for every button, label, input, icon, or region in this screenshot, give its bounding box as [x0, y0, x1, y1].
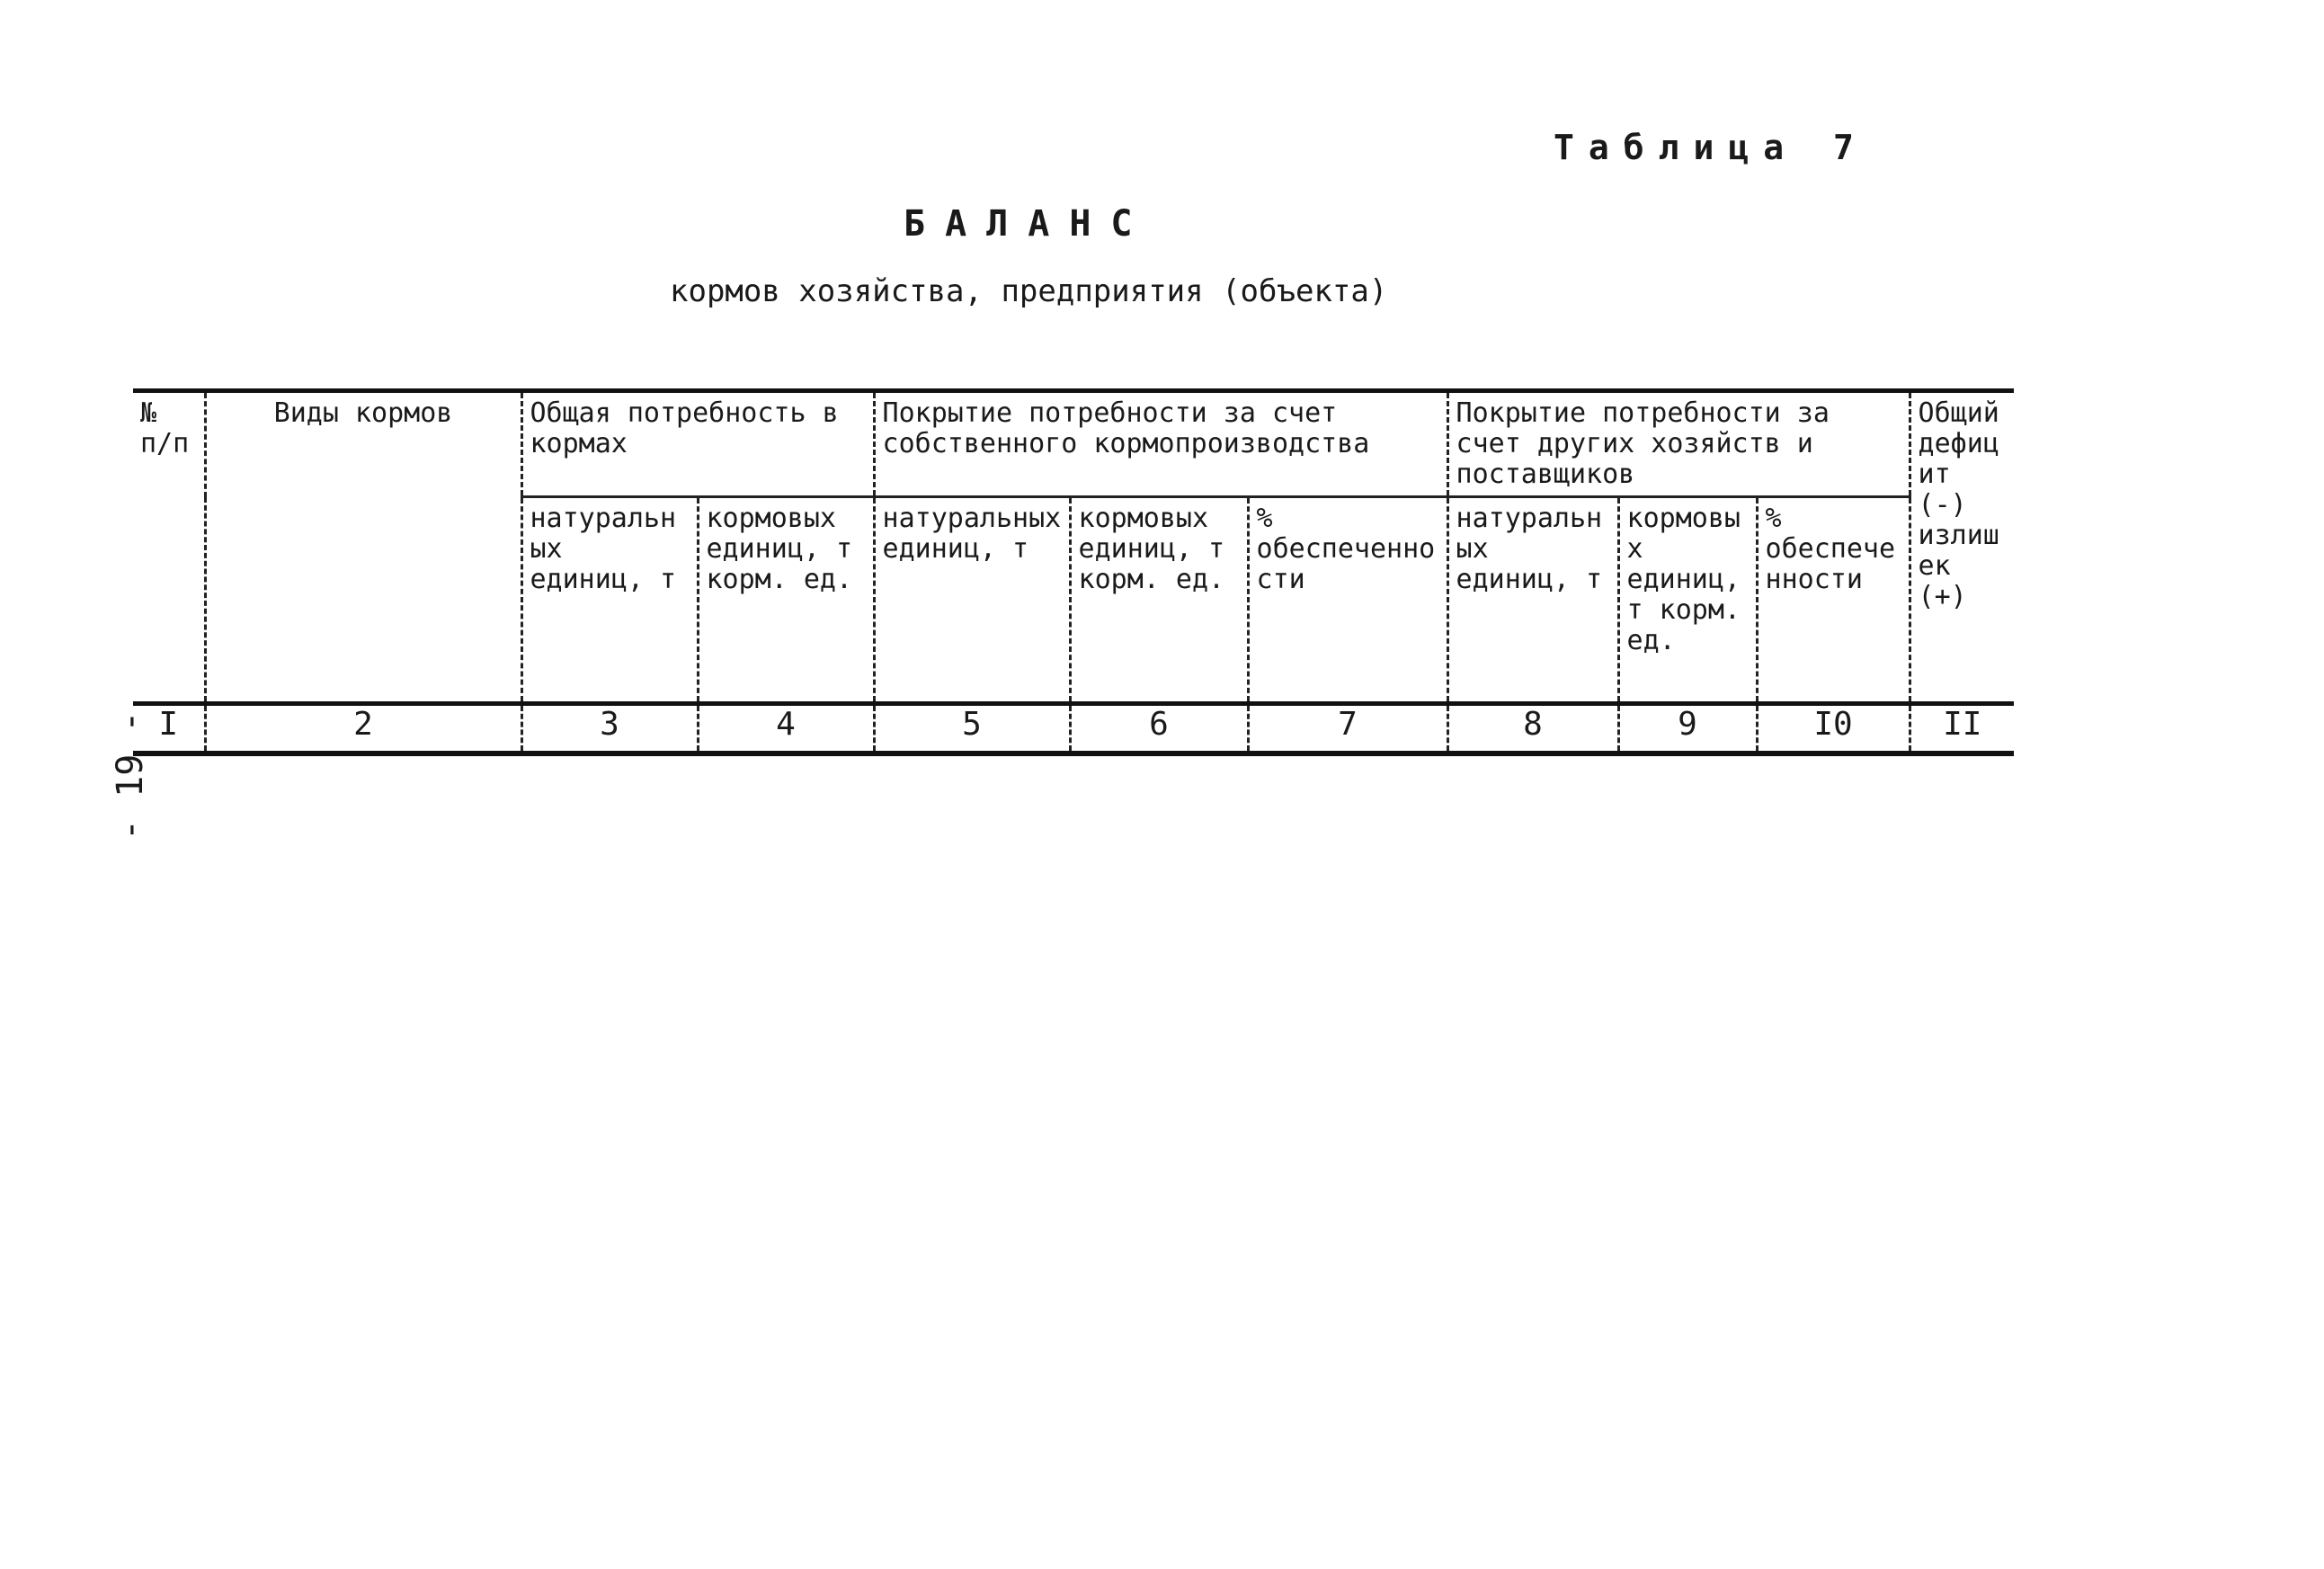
- subheader-feed-units: кормовых единиц, т корм. ед.: [1618, 497, 1757, 704]
- subheader-natural-units: натуральных единиц, т: [521, 497, 698, 704]
- header-row: [133, 391, 2014, 497]
- column-number: 7: [1248, 704, 1447, 754]
- table-number: Таблица 7: [1554, 128, 1868, 167]
- subheader-feed-units: кормовых единиц, т корм. ед.: [1070, 497, 1248, 704]
- column-number: 3: [521, 704, 698, 754]
- column-number: 9: [1618, 704, 1757, 754]
- column-number: 5: [874, 704, 1070, 754]
- subheader-feed-units: кормовых единиц, т корм. ед.: [698, 497, 874, 704]
- column-number: II: [1910, 704, 2014, 754]
- document-title: БАЛАНС: [904, 203, 1153, 245]
- column-number: 8: [1447, 704, 1618, 754]
- subheader-provision-percent: % обеспеченности: [1757, 497, 1910, 704]
- header-num: № п/п: [133, 391, 205, 704]
- column-number: 4: [698, 704, 874, 754]
- header-own-production: Покрытие потребности за счет собственного кормопроизводства: [874, 391, 1447, 497]
- column-number: I: [133, 704, 205, 754]
- page-number: - 19 -: [110, 710, 151, 841]
- subheader-natural-units: натуральных единиц, т: [1447, 497, 1618, 704]
- header-feed-types: Виды кормов: [205, 391, 521, 704]
- document-subtitle: кормов хозяйства, предприятия (объекта): [670, 273, 1388, 309]
- column-number: 6: [1070, 704, 1248, 754]
- column-number: 2: [205, 704, 521, 754]
- column-number-row: [133, 704, 2014, 754]
- subheader-natural-units: натуральных единиц, т: [874, 497, 1070, 704]
- balance-table: [133, 388, 2014, 756]
- header-total-need: Общая потребность в кормах: [521, 391, 874, 497]
- header-total-balance: Общий дефицит (-) излишек (+): [1910, 391, 2014, 704]
- header-other-farms: Покрытие потребности за счет других хозяйств и поставщиков: [1447, 391, 1910, 497]
- subheader-provision-percent: % обеспеченности: [1248, 497, 1447, 704]
- column-number: I0: [1757, 704, 1910, 754]
